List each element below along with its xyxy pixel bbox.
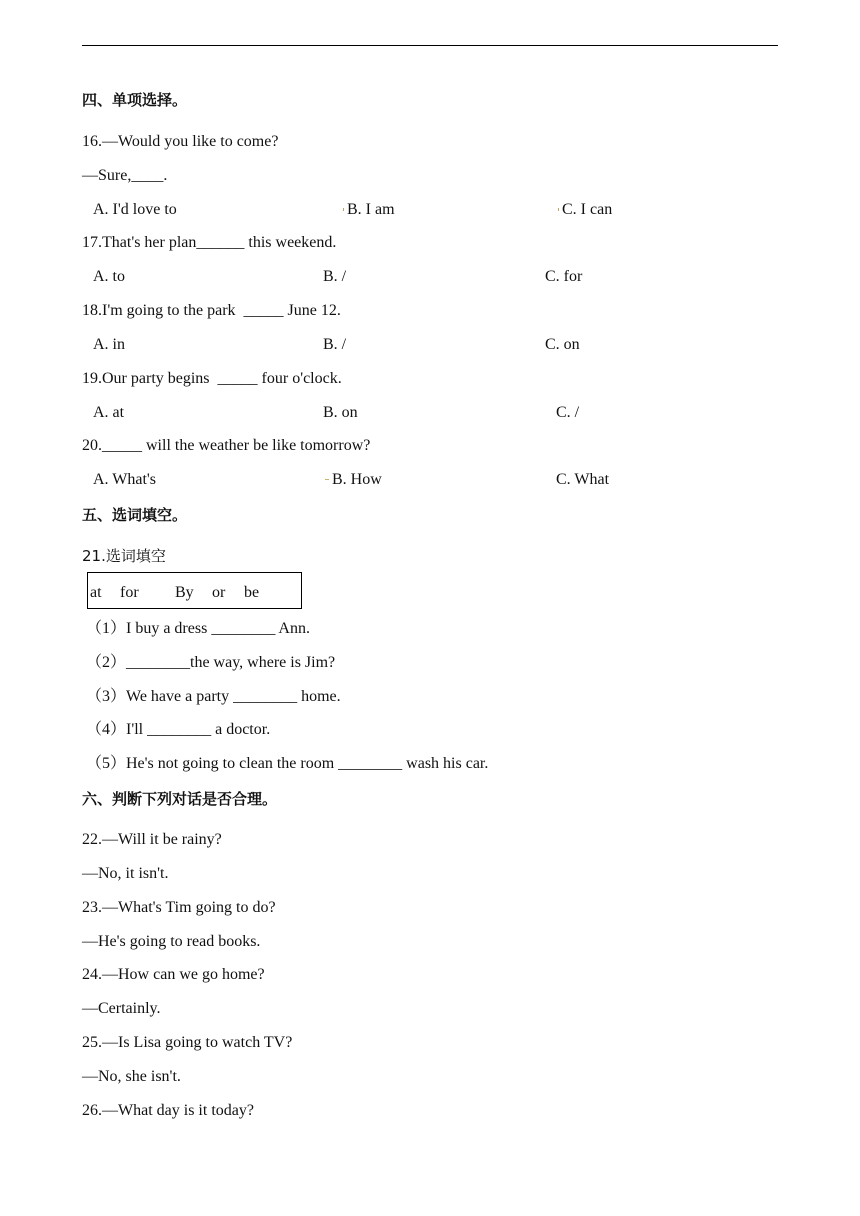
fill-item-5: （5）He's not going to clean the room ________ wash his car.: [86, 755, 489, 772]
question-17-stem: 17.That's her plan______ this weekend.: [82, 234, 337, 251]
question-18-option-a: A. in: [93, 336, 125, 353]
word-bank-word: be: [244, 584, 260, 601]
question-18-stem: 18.I'm going to the park _____ June 12.: [82, 302, 341, 319]
fill-item-2: （2）________the way, where is Jim?: [86, 654, 336, 671]
question-16-option-c: C. I can: [562, 201, 613, 218]
fill-item-3: （3）We have a party ________ home.: [86, 688, 341, 705]
word-bank-word: at: [90, 584, 102, 601]
word-bank-word: for: [120, 584, 139, 601]
question-16-option-a: A. I'd love to: [93, 201, 177, 218]
question-17-option-b: B. /: [323, 268, 347, 285]
question-20-option-c: C. What: [556, 471, 610, 488]
word-bank-box: [87, 572, 302, 609]
dialogue-line: —Certainly.: [82, 1000, 161, 1017]
question-16-stem: 16.—Would you like to come?: [82, 133, 279, 150]
scan-mark-icon: [325, 479, 329, 480]
question-20-option-a: A. What's: [93, 471, 157, 488]
question-19-stem: 19.Our party begins _____ four o'clock.: [82, 370, 342, 387]
section-5-heading: 五、选词填空。: [82, 506, 188, 524]
top-rule: [82, 45, 778, 46]
dialogue-line: 24.—How can we go home?: [82, 966, 265, 983]
dialogue-line: 25.—Is Lisa going to watch TV?: [82, 1034, 293, 1051]
dialogue-line: 22.—Will it be rainy?: [82, 831, 222, 848]
question-20-stem: 20._____ will the weather be like tomorrow?: [82, 437, 371, 454]
dialogue-line: —No, it isn't.: [82, 865, 169, 882]
question-19-option-c: C. /: [556, 404, 580, 421]
dialogue-line: 23.—What's Tim going to do?: [82, 899, 276, 916]
fill-item-4: （4）I'll ________ a doctor.: [86, 721, 271, 738]
word-bank-word: By: [175, 584, 194, 601]
fill-item-1: （1）I buy a dress ________ Ann.: [86, 620, 310, 637]
question-19-option-b: B. on: [323, 404, 358, 421]
question-19-option-a: A. at: [93, 404, 125, 421]
question-18-option-b: B. /: [323, 336, 347, 353]
question-18-option-c: C. on: [545, 336, 580, 353]
question-21-title: 21.选词填空: [82, 547, 166, 565]
dialogue-line: —He's going to read books.: [82, 933, 261, 950]
section-4-heading: 四、单项选择。: [82, 91, 188, 109]
dialogue-line: 26.—What day is it today?: [82, 1102, 254, 1119]
question-17-option-c: C. for: [545, 268, 583, 285]
section-6-heading: 六、判断下列对话是否合理。: [82, 790, 278, 808]
question-20-option-b: B. How: [332, 471, 382, 488]
question-17-option-a: A. to: [93, 268, 125, 285]
question-16-option-b: B. I am: [347, 201, 395, 218]
dialogue-line: —No, she isn't.: [82, 1068, 181, 1085]
question-16-line2: —Sure,____.: [82, 167, 168, 184]
word-bank-word: or: [212, 584, 226, 601]
